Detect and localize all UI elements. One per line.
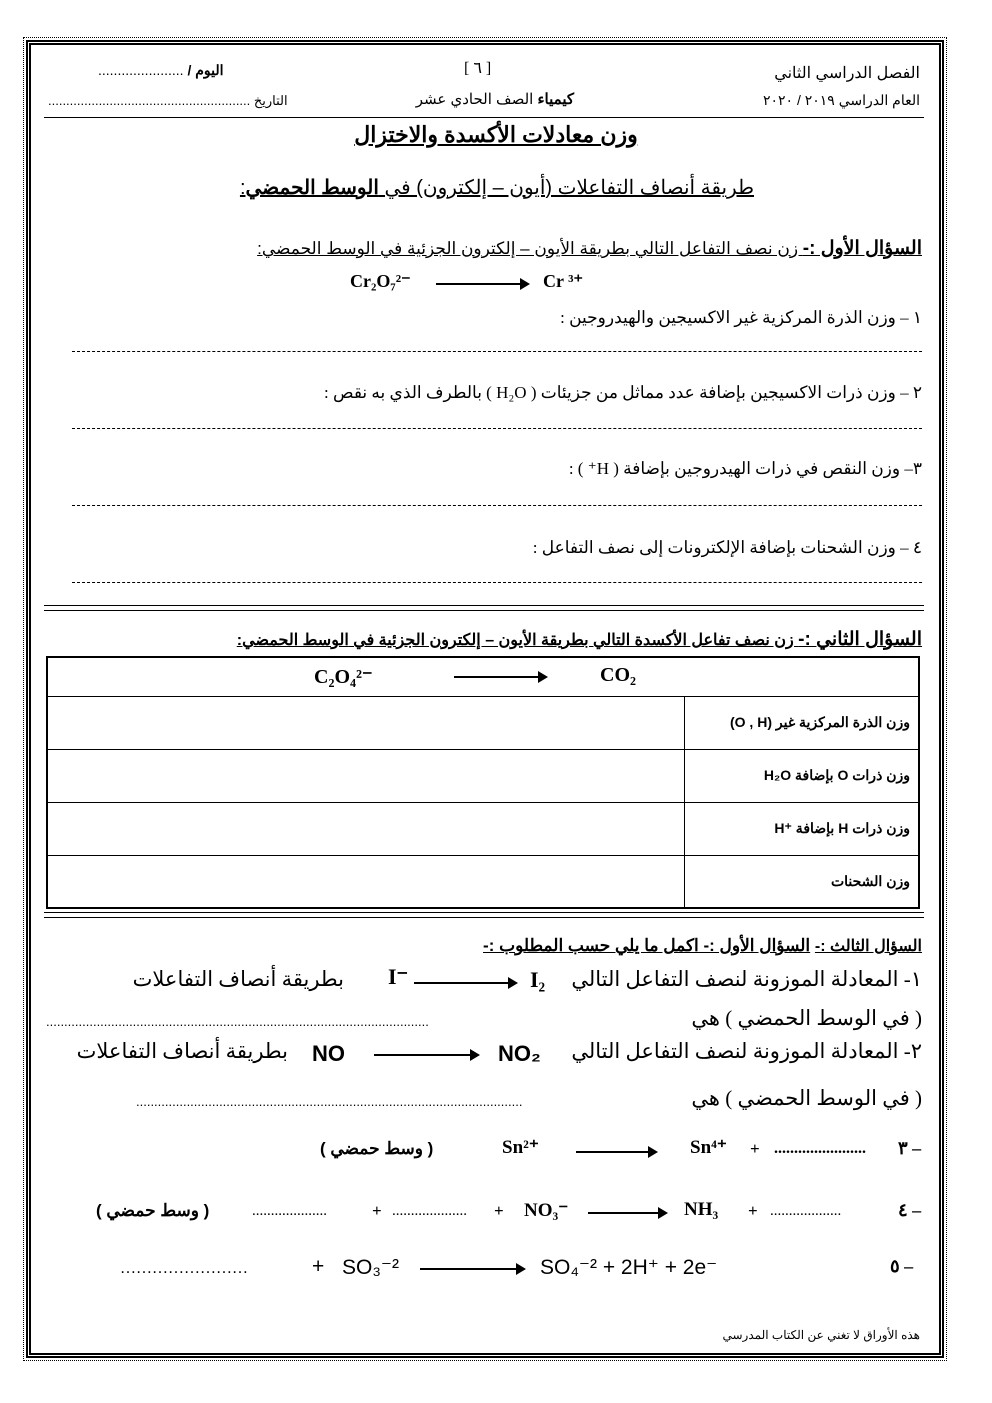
q2-arrow-icon xyxy=(454,676,546,678)
answer-line[interactable] xyxy=(72,505,922,506)
q2-equation-row xyxy=(47,657,919,696)
q3-item3-medium: ( وسط حمضي ) xyxy=(320,1139,434,1158)
semester: الفصل الدراسي الثاني xyxy=(774,65,920,82)
answer-line[interactable] xyxy=(72,428,922,429)
day-field xyxy=(98,62,224,79)
footer-note: هذه الأوراق لا تغني عن الكتاب المدرسي xyxy=(722,1328,920,1342)
q3-item1-medium: ( في الوسط الحمضي ) هي xyxy=(691,1006,922,1030)
q3-item2-product: NO₂ xyxy=(498,1041,541,1066)
table-row xyxy=(47,802,919,855)
school-year xyxy=(763,92,920,109)
q2-reactant: C₂O₄²⁻ xyxy=(314,666,373,688)
q2-answer-cell[interactable] xyxy=(47,855,685,908)
q2-row-label: وزن الشحنات xyxy=(685,855,920,908)
q3-item5-plus: + xyxy=(312,1255,325,1278)
q3-sub-label: السؤال الأول :- اكمل ما يلي حسب المطلوب :- xyxy=(483,936,811,955)
section-divider xyxy=(44,912,924,918)
q1-heading xyxy=(257,237,922,260)
q3-item1-method: بطريقة أنصاف التفاعلات xyxy=(132,967,344,991)
q1-text: زن نصف التفاعل التالي بطريقة الأيون – إلكترون الجزئية في الوسط الحمضي: xyxy=(257,239,803,258)
q3-item2-method: بطريقة أنصاف التفاعلات xyxy=(76,1039,288,1063)
q1-step-1: ١ – وزن الذرة المركزية غير الاكسيجين والهيدروجين : xyxy=(560,308,922,327)
day-dots: ...................... xyxy=(98,62,184,78)
q3-item5-number: ٥ – xyxy=(890,1256,914,1276)
q1-arrow-icon xyxy=(436,283,528,285)
subtitle-emphasis: الوسط الحمضي xyxy=(245,177,379,199)
q1-step-3: ٣– وزن النقص في ذرات الهيدروجين بإضافة ( H⁺ ) : xyxy=(568,459,922,478)
table-row xyxy=(47,749,919,802)
q1-product: Cr ³⁺ xyxy=(543,271,584,291)
q3-item5-arrow-icon xyxy=(420,1268,524,1270)
q3-item1-reactant: I⁻ xyxy=(388,964,409,989)
subject: كيمياء xyxy=(537,91,574,108)
q3-heading xyxy=(483,936,922,956)
q2-text-colon: : xyxy=(236,632,243,649)
subtitle-text: طريقة أنصاف التفاعلات (أيون – إلكترون) في xyxy=(378,177,754,199)
q3-item4-dots[interactable]: .................... xyxy=(392,1203,467,1219)
q1-label: السؤال الأول :- xyxy=(802,238,922,259)
q3-item3-number: ٣ – xyxy=(898,1138,922,1158)
q3-item4-medium: ( وسط حمضي ) xyxy=(96,1201,210,1220)
q3-item4-plus: + xyxy=(748,1201,758,1220)
q3-item4-reactant: NO₃⁻ xyxy=(524,1200,569,1221)
q2-label: السؤال الثاني :- xyxy=(798,629,922,650)
q3-item3-reactant: Sn²⁺ xyxy=(502,1137,539,1158)
q3-item1-answer-dots[interactable]: .......................................................................................................... xyxy=(46,1014,429,1029)
q2-text: زن نصف تفاعل الأكسدة التالي بطريقة الأيون – إلكترون الجزئية في xyxy=(348,632,799,649)
q2-table xyxy=(46,656,920,909)
q3-item5-reactant: SO₃⁻² xyxy=(342,1256,399,1279)
q3-item2-text: ٢- المعادلة الموزونة لنصف التفاعل التالي xyxy=(571,1039,922,1063)
q2-row-label: وزن ذرات O بإضافة H₂O xyxy=(685,749,920,802)
answer-line[interactable] xyxy=(72,582,922,583)
q3-item4-dots[interactable]: .................... xyxy=(252,1203,327,1219)
q3-item5-products: SO₄⁻² + 2H⁺ + 2e⁻ xyxy=(540,1256,718,1279)
subtitle-colon: : xyxy=(239,177,246,199)
q3-item4-number: ٤ – xyxy=(898,1200,922,1220)
q3-item4-arrow-icon xyxy=(588,1212,666,1214)
q3-item1-product: I₂ xyxy=(530,967,546,992)
q2-text-emphasis: الوسط الحمضي xyxy=(242,632,349,649)
page-number: [ ٦ ] xyxy=(464,60,492,77)
date-label: التاريخ xyxy=(253,93,288,108)
q2-row-label: وزن الذرة المركزية غير (O , H) xyxy=(685,696,920,749)
q3-label: السؤال الثالث :- xyxy=(814,938,922,955)
q3-item1-text: ١- المعادلة الموزونة لنصف التفاعل التالي xyxy=(571,967,922,991)
date-dots: ........................................................ xyxy=(48,93,251,108)
date-field xyxy=(48,93,288,109)
q3-item4-product: NH₃ xyxy=(684,1199,719,1220)
q1-reactant: Cr₂O₇²⁻ xyxy=(350,271,411,291)
q3-item3-arrow-icon xyxy=(576,1151,656,1153)
grade: الصف الحادي عشر xyxy=(415,91,534,108)
day-label: اليوم / xyxy=(187,62,224,78)
q3-item3-plus: + xyxy=(750,1139,760,1158)
q3-item1-arrow-icon xyxy=(414,982,516,984)
q3-item4-plus: + xyxy=(372,1201,382,1220)
page-title: وزن معادلات الأكسدة والاختزال xyxy=(354,122,638,147)
q2-answer-cell[interactable] xyxy=(47,802,685,855)
q2-row-label: وزن ذرات H بإضافة ⁺H xyxy=(685,802,920,855)
q2-answer-cell[interactable] xyxy=(47,696,685,749)
q2-equation-cell xyxy=(47,657,919,696)
q3-item5-dots[interactable]: …………………… xyxy=(120,1260,248,1277)
section-divider xyxy=(44,605,924,611)
q3-item4-plus: + xyxy=(494,1201,504,1220)
q3-item2-medium: ( في الوسط الحمضي ) هي xyxy=(691,1086,922,1110)
subject-grade xyxy=(416,90,574,108)
q3-item2-reactant: NO xyxy=(312,1041,345,1066)
q3-item4-dots[interactable]: ................... xyxy=(770,1203,842,1219)
school-year-value: ٢٠١٩ / ٢٠٢٠ xyxy=(762,92,835,108)
header-rule xyxy=(44,117,924,118)
q3-item3-dots[interactable]: ....................... xyxy=(774,1140,866,1157)
q3-item3-product: Sn⁴⁺ xyxy=(690,1137,727,1158)
answer-line[interactable] xyxy=(72,351,922,352)
q3-item2-arrow-icon xyxy=(374,1054,478,1056)
q1-step-2: ٢ – وزن ذرات الاكسيجين بإضافة عدد مماثل من جزيئات ( H₂O ) بالطرف الذي به نقص : xyxy=(324,383,922,402)
subtitle xyxy=(240,175,754,200)
q1-step-4: ٤ – وزن الشحنات بإضافة الإلكترونات إلى نصف التفاعل : xyxy=(532,538,922,557)
table-row xyxy=(47,696,919,749)
table-row xyxy=(47,855,919,908)
q3-item2-answer-dots[interactable]: ........................................................................................................... xyxy=(136,1094,523,1109)
q2-heading xyxy=(237,628,922,651)
q2-answer-cell[interactable] xyxy=(47,749,685,802)
q2-product: CO₂ xyxy=(600,664,636,686)
school-year-label: العام الدراسي xyxy=(838,92,920,108)
